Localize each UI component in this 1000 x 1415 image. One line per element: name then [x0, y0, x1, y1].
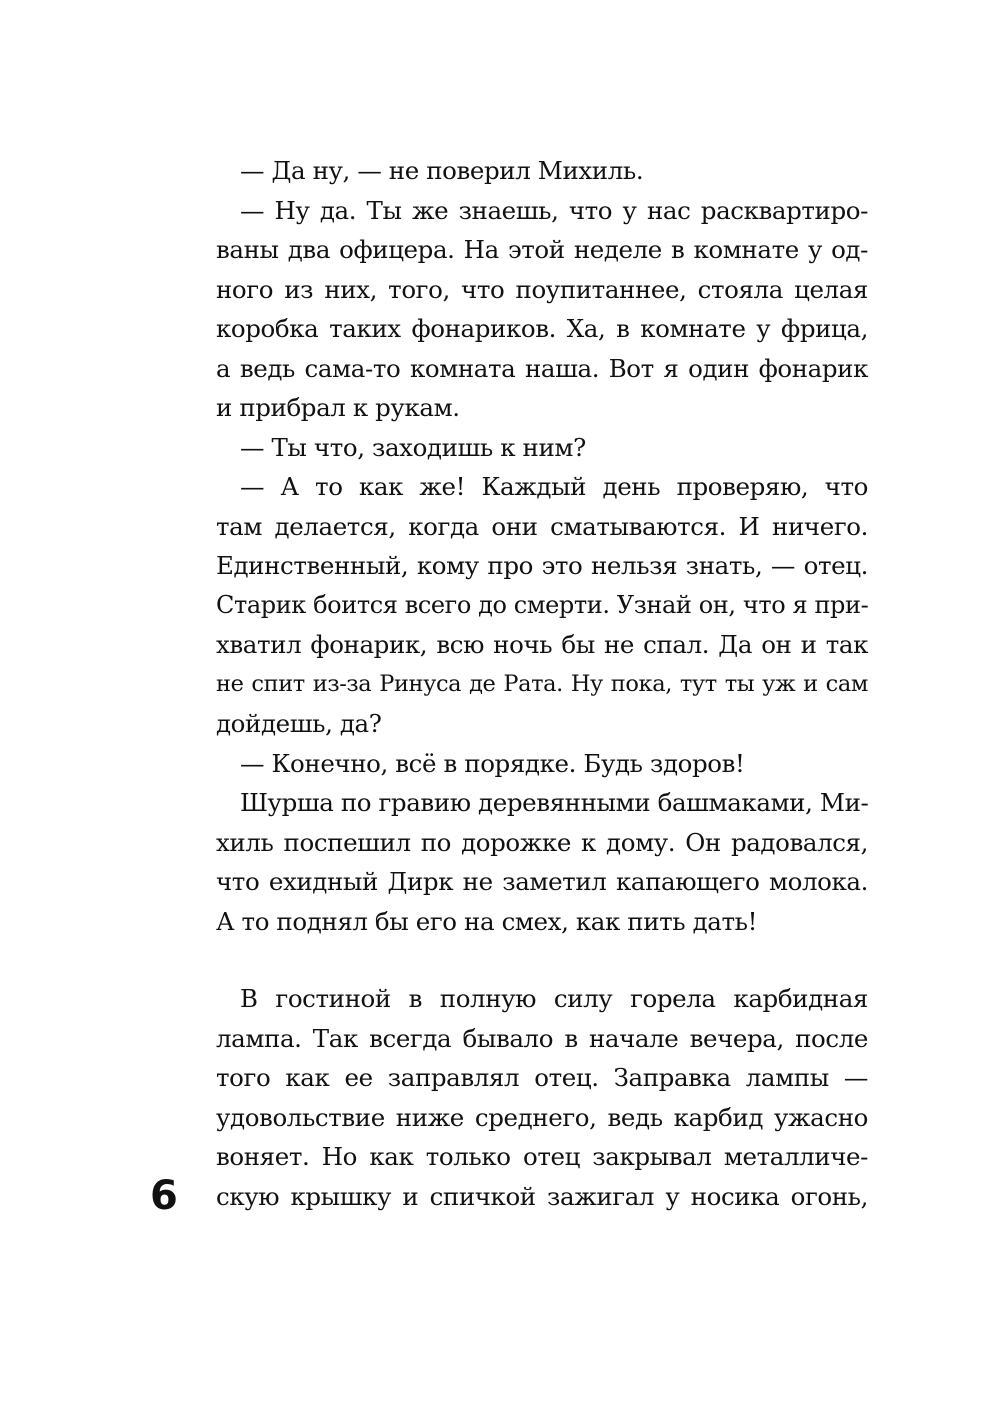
text-line: того как ее заправлял отец. Заправка лампы — [216, 1063, 868, 1092]
page-number: 6 [150, 1173, 178, 1219]
text-line: ного из них, того, что поупитаннее, стояла целая [216, 274, 868, 304]
text-line: скую крышку и спичкой зажигал у носика огонь, [216, 1181, 868, 1211]
text-line: что ехидный Дирк не заметил капающего молока. [216, 867, 868, 896]
text-line: Старик боится всего до смерти. Узнай он, что я при- [216, 590, 869, 619]
text-line: — Конечно, всё в порядке. Будь здоров! [240, 748, 745, 778]
text-line: Единственный, кому про это нельзя знать, — отец. [216, 551, 868, 580]
text-line: — А то как же! Каждый день проверяю, что [240, 472, 868, 501]
text-line: ваны два офицера. На этой неделе в комнате у од- [216, 235, 868, 264]
text-line: хватил фонарик, всю ночь бы не спал. Да он и так [216, 630, 868, 659]
text-line: лампа. Так всегда бывало в начале вечера, после [216, 1023, 868, 1053]
text-line: Шурша по гравию деревянными башмаками, Ми- [240, 788, 869, 817]
text-line: там делается, когда они сматываются. И ничего. [216, 511, 868, 541]
text-line: не спит из-за Ринуса де Рата. Ну пока, тут ты уж и сам [216, 670, 868, 697]
text-line: хиль поспешил по дорожке к дому. Он радовался, [216, 827, 868, 857]
text-section-dialogue [216, 151, 868, 941]
text-line: коробка таких фонариков. Ха, в комнате у фрица, [216, 314, 868, 343]
text-line: А то поднял бы его на смех, как пить дать! [216, 906, 758, 936]
text-section-living-room [216, 979, 868, 1216]
text-line: воняет. Но как только отец закрывал металличе- [216, 1142, 868, 1171]
text-line: — Да ну, — не поверил Михиль. [240, 156, 644, 185]
text-line: дойдешь, да? [216, 709, 382, 738]
text-line: В гостиной в полную силу горела карбидная [240, 984, 868, 1013]
text-line: удовольствие ниже среднего, ведь карбид ужасно [216, 1102, 868, 1132]
text-line: — Ну да. Ты же знаешь, что у нас расквартиро- [240, 195, 868, 225]
text-line: — Ты что, заходишь к ним? [240, 432, 586, 462]
text-line: и прибрал к рукам. [216, 393, 460, 422]
text-line: а ведь сама-то комната наша. Вот я один фонарик [216, 353, 868, 383]
